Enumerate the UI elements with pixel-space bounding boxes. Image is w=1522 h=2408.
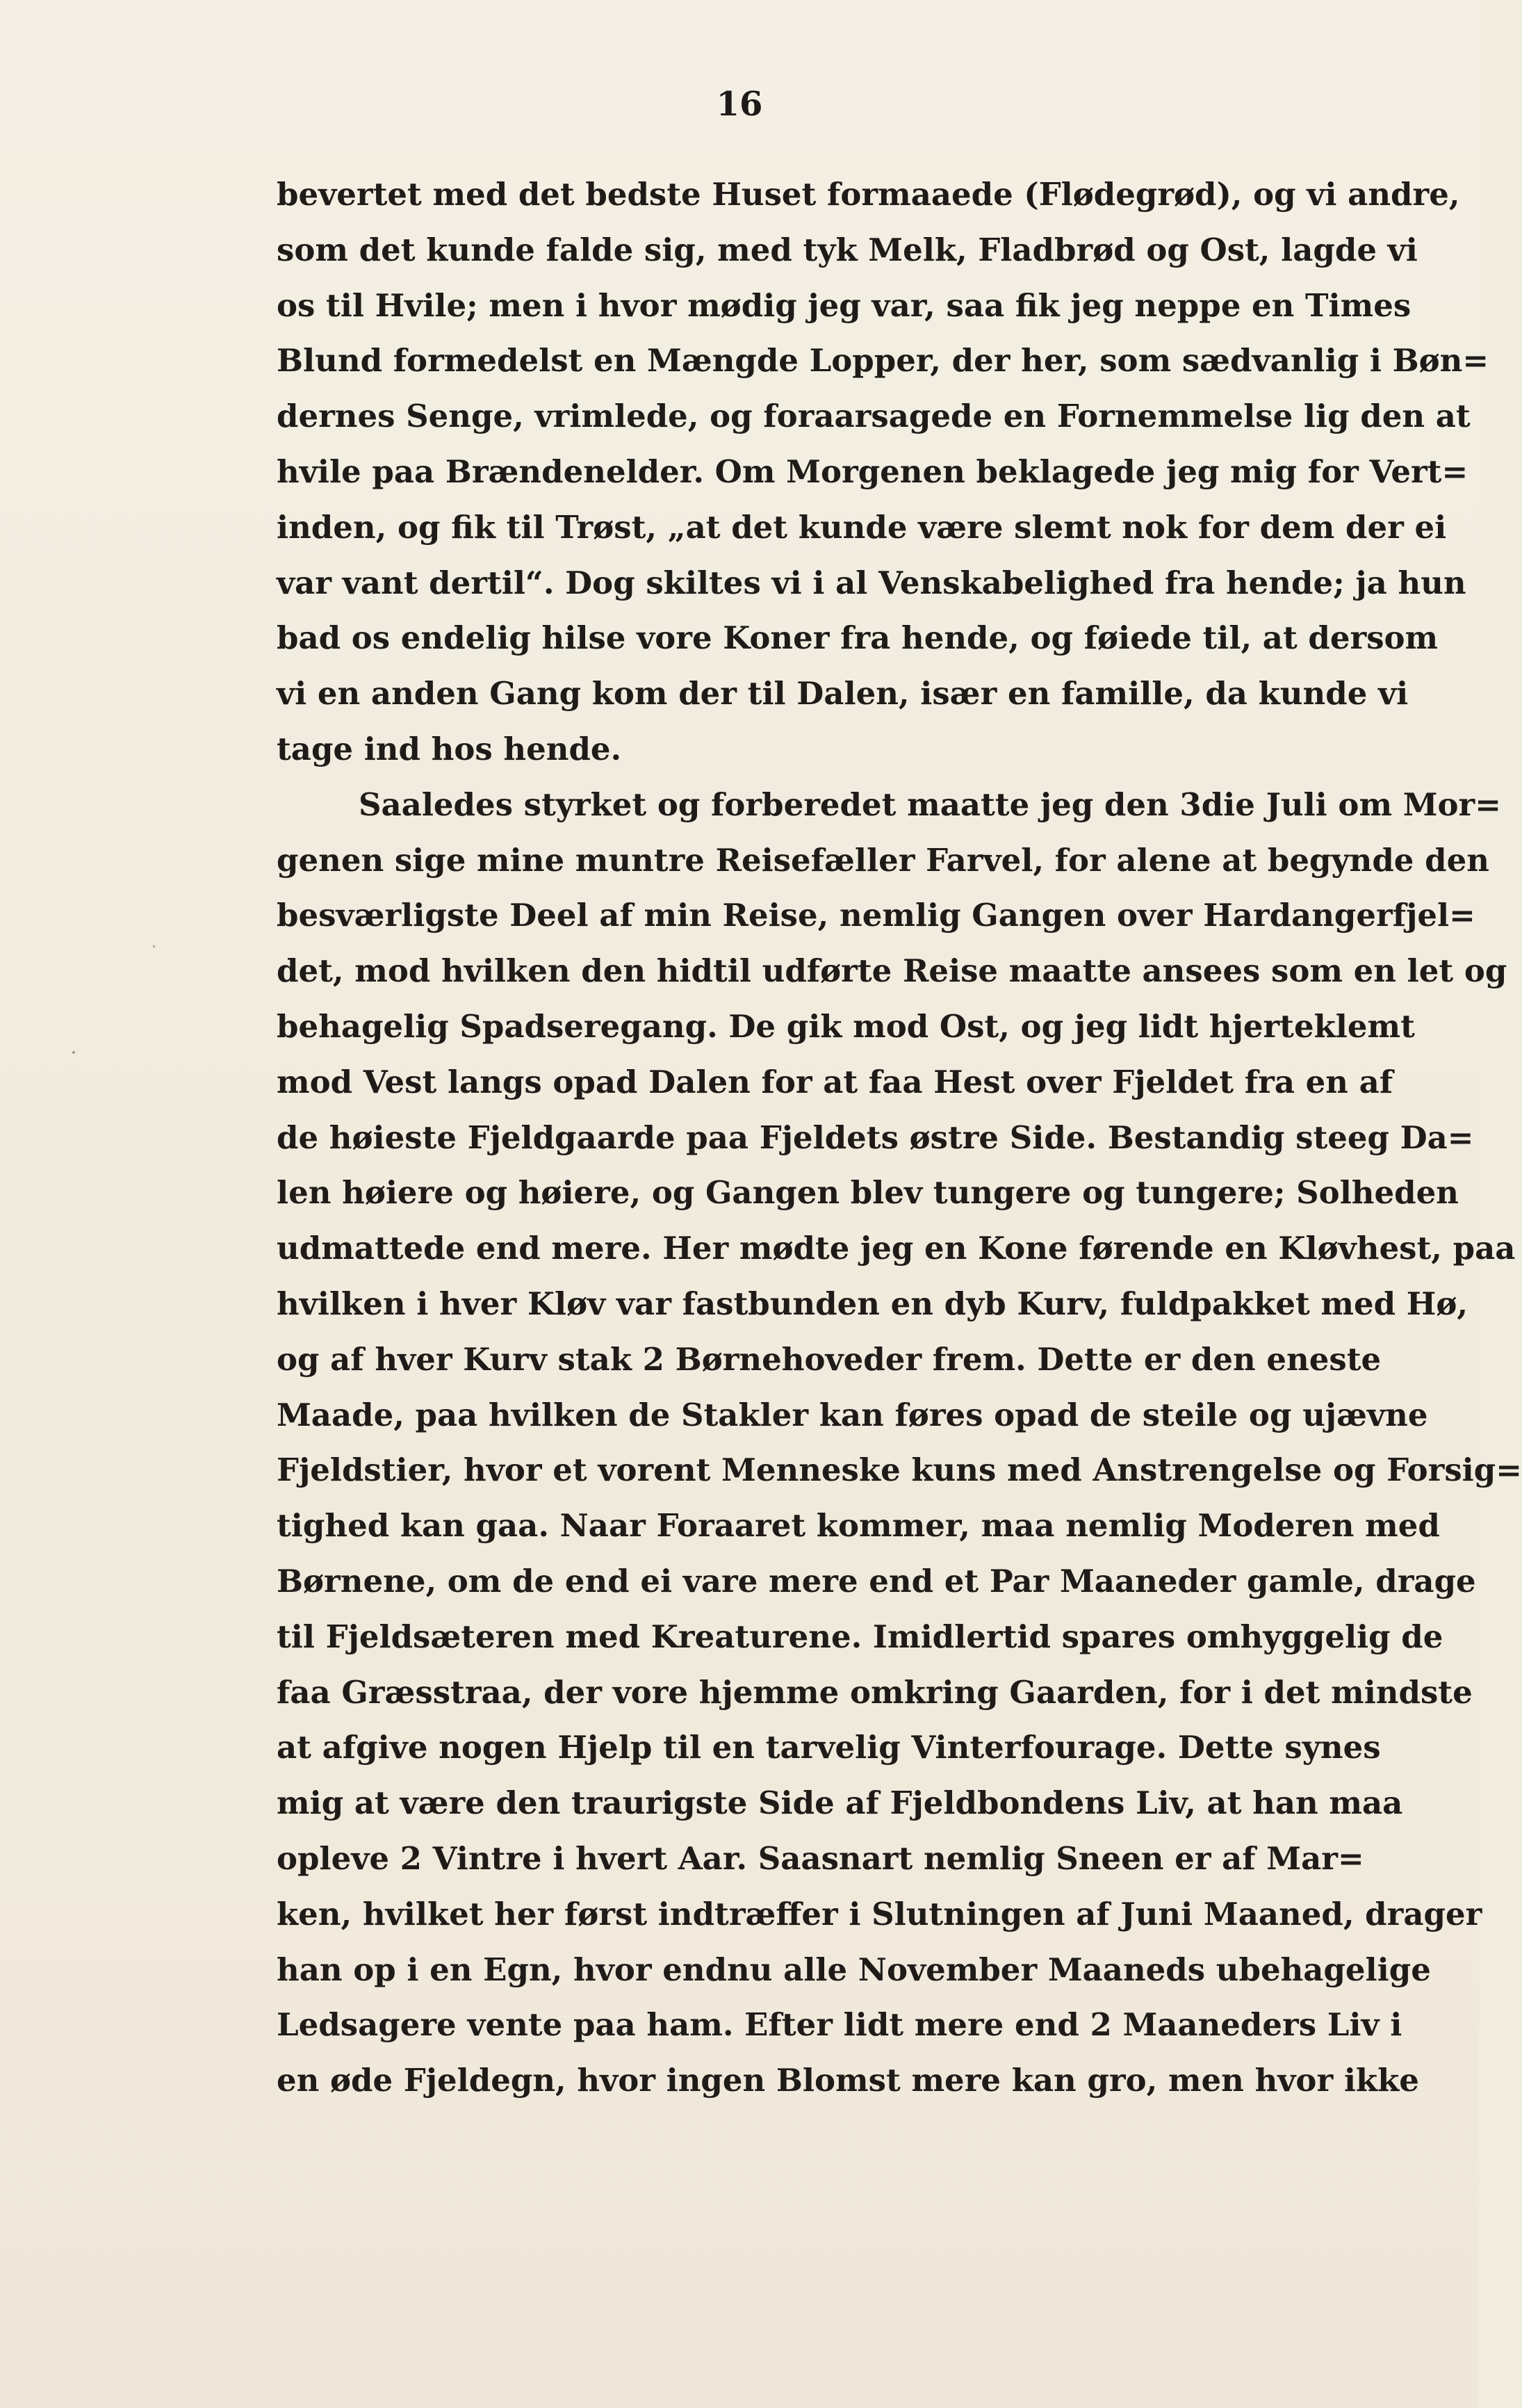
text-line: behagelig Spadseregang. De gik mod Ost, og jeg lidt hjerteklemt <box>277 1007 1415 1045</box>
text-line: besværligste Deel af min Reise, nemlig Gangen over Hardangerfjel= <box>277 897 1475 934</box>
text-line: udmattede end mere. Her mødte jeg en Kone førende en Kløvhest, paa <box>277 1230 1516 1267</box>
text-line: mig at være den traurigste Side af Fjeldbondens Liv, at han maa <box>277 1784 1403 1822</box>
text-line: en øde Fjeldegn, hvor ingen Blomst mere kan gro, men hvor ikke <box>277 2062 1419 2099</box>
text-line: dernes Senge, vrimlede, og foraarsagede en Fornemmelse lig den at <box>277 398 1471 435</box>
text-line: opleve 2 Vintre i hvert Aar. Saasnart nemlig Sneen er af Mar= <box>277 1839 1364 1877</box>
text-line: tage ind hos hende. <box>277 730 622 767</box>
body-text <box>277 167 1522 2108</box>
text-line: ken, hvilket her først indtræffer i Slutningen af Juni Maaned, drager <box>277 1895 1482 1933</box>
text-line: inden, og fik til Trøst, „at det kunde være slemt nok for dem der ei <box>277 508 1447 546</box>
text-line: Børnene, om de end ei vare mere end et Par Maaneder gamle, drage <box>277 1562 1476 1600</box>
text-line: var vant dertil“. Dog skiltes vi i al Venskabelighed fra hende; ja hun <box>277 564 1466 601</box>
text-line: de høieste Fjeldgaarde paa Fjeldets østre Side. Bestandig steeg Da= <box>277 1118 1474 1156</box>
text-line: len høiere og høiere, og Gangen blev tungere og tungere; Solheden <box>277 1174 1459 1212</box>
text-line: Saaledes styrket og forberedet maatte jeg den 3die Juli om Mor= <box>359 786 1501 823</box>
text-line: at afgive nogen Hjelp til en tarvelig Vinterfourage. Dette synes <box>277 1729 1381 1766</box>
text-line: og af hver Kurv stak 2 Børnehoveder frem. Dette er den eneste <box>277 1340 1382 1378</box>
page-number: 16 <box>716 85 763 124</box>
text-line: hvile paa Brændenelder. Om Morgenen beklagede jeg mig for Vert= <box>277 453 1468 490</box>
text-line: som det kunde falde sig, med tyk Melk, Fladbrød og Ost, lagde vi <box>277 231 1418 268</box>
text-line: Ledsagere vente paa ham. Efter lidt mere end 2 Maaneders Liv i <box>277 2006 1402 2044</box>
text-line: han op i en Egn, hvor endnu alle November Maaneds ubehagelige <box>277 1951 1431 1988</box>
text-line: faa Græsstraa, der vore hjemme omkring Gaarden, for i det mindste <box>277 1673 1473 1711</box>
paper-speck <box>72 1051 75 1054</box>
text-line: vi en anden Gang kom der til Dalen, især en famille, da kunde vi <box>277 675 1409 713</box>
text-line: det, mod hvilken den hidtil udførte Reise maatte ansees som en let og <box>277 952 1507 990</box>
text-line: os til Hvile; men i hvor mødig jeg var, saa fik jeg neppe en Times <box>277 286 1411 324</box>
text-line: hvilken i hver Kløv var fastbunden en dyb Kurv, fuldpakket med Hø, <box>277 1285 1468 1322</box>
text-line: mod Vest langs opad Dalen for at faa Hest over Fjeldet fra en af <box>277 1063 1393 1100</box>
text-line: Fjeldstier, hvor et vorent Menneske kuns med Anstrengelse og Forsig= <box>277 1451 1522 1489</box>
text-line: til Fjeldsæteren med Kreaturene. Imidlertid spares omhyggelig de <box>277 1618 1443 1655</box>
text-line: bevertet med det bedste Huset formaaede (Flødegrød), og vi andre, <box>277 176 1460 213</box>
text-line: tighed kan gaa. Naar Foraaret kommer, maa nemlig Moderen med <box>277 1507 1440 1545</box>
paper-speck <box>153 945 155 947</box>
text-line: bad os endelig hilse vore Koner fra hende, og føiede til, at dersom <box>277 619 1439 657</box>
text-line: Blund formedelst en Mængde Lopper, der her, som sædvanlig i Bøn= <box>277 342 1489 380</box>
text-line: genen sige mine muntre Reisefæller Farvel, for alene at begynde den <box>277 841 1489 879</box>
text-line: Maade, paa hvilken de Stakler kan føres opad de steile og ujævne <box>277 1396 1428 1433</box>
